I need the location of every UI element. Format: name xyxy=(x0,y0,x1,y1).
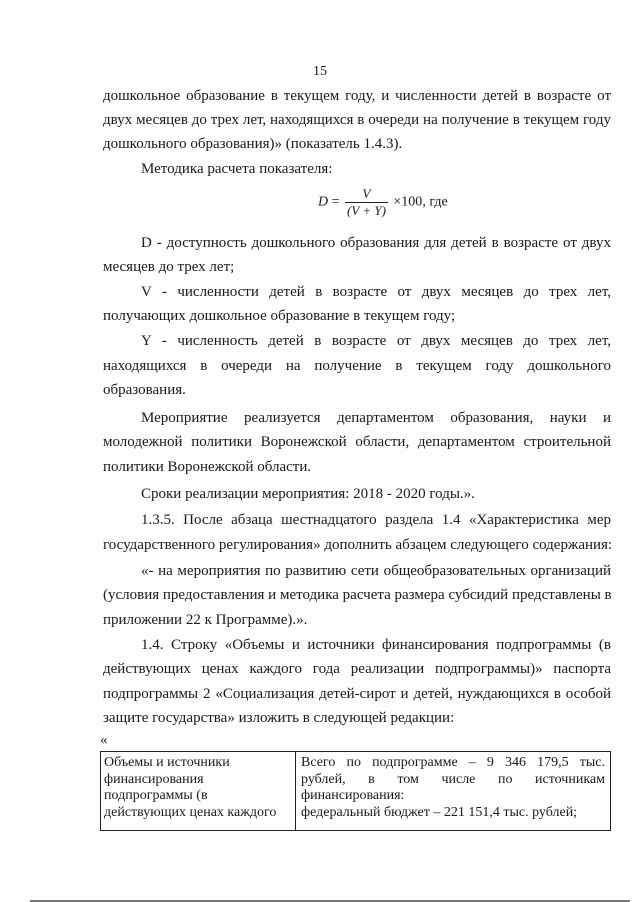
text-line: образования. xyxy=(103,382,186,398)
text-line: Y - численность детей в возрасте от двух месяцев до трех лет, xyxy=(141,333,611,349)
text-line: находящихся в очереди на получение в текущем году дошкольного xyxy=(103,358,611,374)
text-line: Сроки реализации мероприятия: 2018 - 2020 годы.». xyxy=(141,486,475,502)
text-line: Методика расчета показателя: xyxy=(141,161,333,177)
table-value-line: финансирования: xyxy=(301,788,405,803)
table-cell-label xyxy=(101,752,296,830)
table-value-line: федеральный бюджет – 221 151,4 тыс. рублей; xyxy=(301,804,578,820)
table-label-line: действующих ценах каждого xyxy=(104,804,277,820)
text-line: молодежной политики Воронежской области, департаментом строительной xyxy=(103,434,611,450)
quote-open: « xyxy=(100,732,108,748)
formula-multiplier: ×100 xyxy=(393,194,423,210)
text-line: V - численности детей в возрасте от двух месяцев до трех лет, xyxy=(141,284,611,300)
text-line: D - доступность дошкольного образования для детей в возрасте от двух xyxy=(141,235,611,251)
formula-fraction xyxy=(345,186,388,219)
formula xyxy=(318,186,448,219)
table-value-line: Всего по подпрограмме – 9 346 179,5 тыс. xyxy=(301,755,605,770)
table-cell-value xyxy=(296,752,610,830)
table-label-line: финансирования xyxy=(104,771,204,787)
text-line: получающих дошкольное образование в текущем году; xyxy=(103,308,456,324)
formula-numerator: V xyxy=(345,186,388,203)
formula-suffix: , где xyxy=(422,194,448,210)
page-number: 15 xyxy=(313,64,327,79)
text-line: 1.3.5. После абзаца шестнадцатого раздела 1.4 «Характеристика мер xyxy=(141,512,611,528)
text-line: приложении 22 к Программе).». xyxy=(103,612,308,628)
text-line: месяцев до трех лет; xyxy=(103,259,235,275)
table-label-line: Объемы и источники xyxy=(104,755,230,770)
text-line: Мероприятие реализуется департаментом образования, науки и xyxy=(141,410,611,426)
text-line: действующих ценах каждого года реализации подпрограммы)» паспорта xyxy=(103,661,611,677)
text-line: государственного регулирования» дополнить абзацем следующего содержания: xyxy=(103,537,613,553)
table-label-line: подпрограммы (в xyxy=(104,788,208,803)
table-value-line: рублей, в том числе по источникам xyxy=(301,771,605,787)
text-line: подпрограммы 2 «Социализация детей-сирот и детей, нуждающихся в особой xyxy=(103,686,611,702)
text-line: дошкольное образование в текущем году, и численности детей в возрасте от xyxy=(103,88,611,104)
text-line: «- на мероприятия по развитию сети общеобразовательных организаций xyxy=(141,563,611,579)
formula-equals: = xyxy=(331,194,340,210)
formula-denominator: (V + Y) xyxy=(347,203,386,218)
text-line: политики Воронежской области. xyxy=(103,459,312,475)
text-line: (условия предоставления и методика расчета размера субсидий представлены в xyxy=(103,587,612,603)
financing-table xyxy=(100,751,611,831)
text-line: двух месяцев до трех лет, находящихся в очереди на получение в текущем году xyxy=(103,112,611,128)
text-line: защите государства» изложить в следующей редакции: xyxy=(103,710,455,726)
text-line: дошкольного образования)» (показатель 1.4.3). xyxy=(103,136,403,152)
text-line: 1.4. Строку «Объемы и источники финансирования подпрограммы (в xyxy=(141,637,611,653)
formula-lhs: D xyxy=(318,194,329,210)
